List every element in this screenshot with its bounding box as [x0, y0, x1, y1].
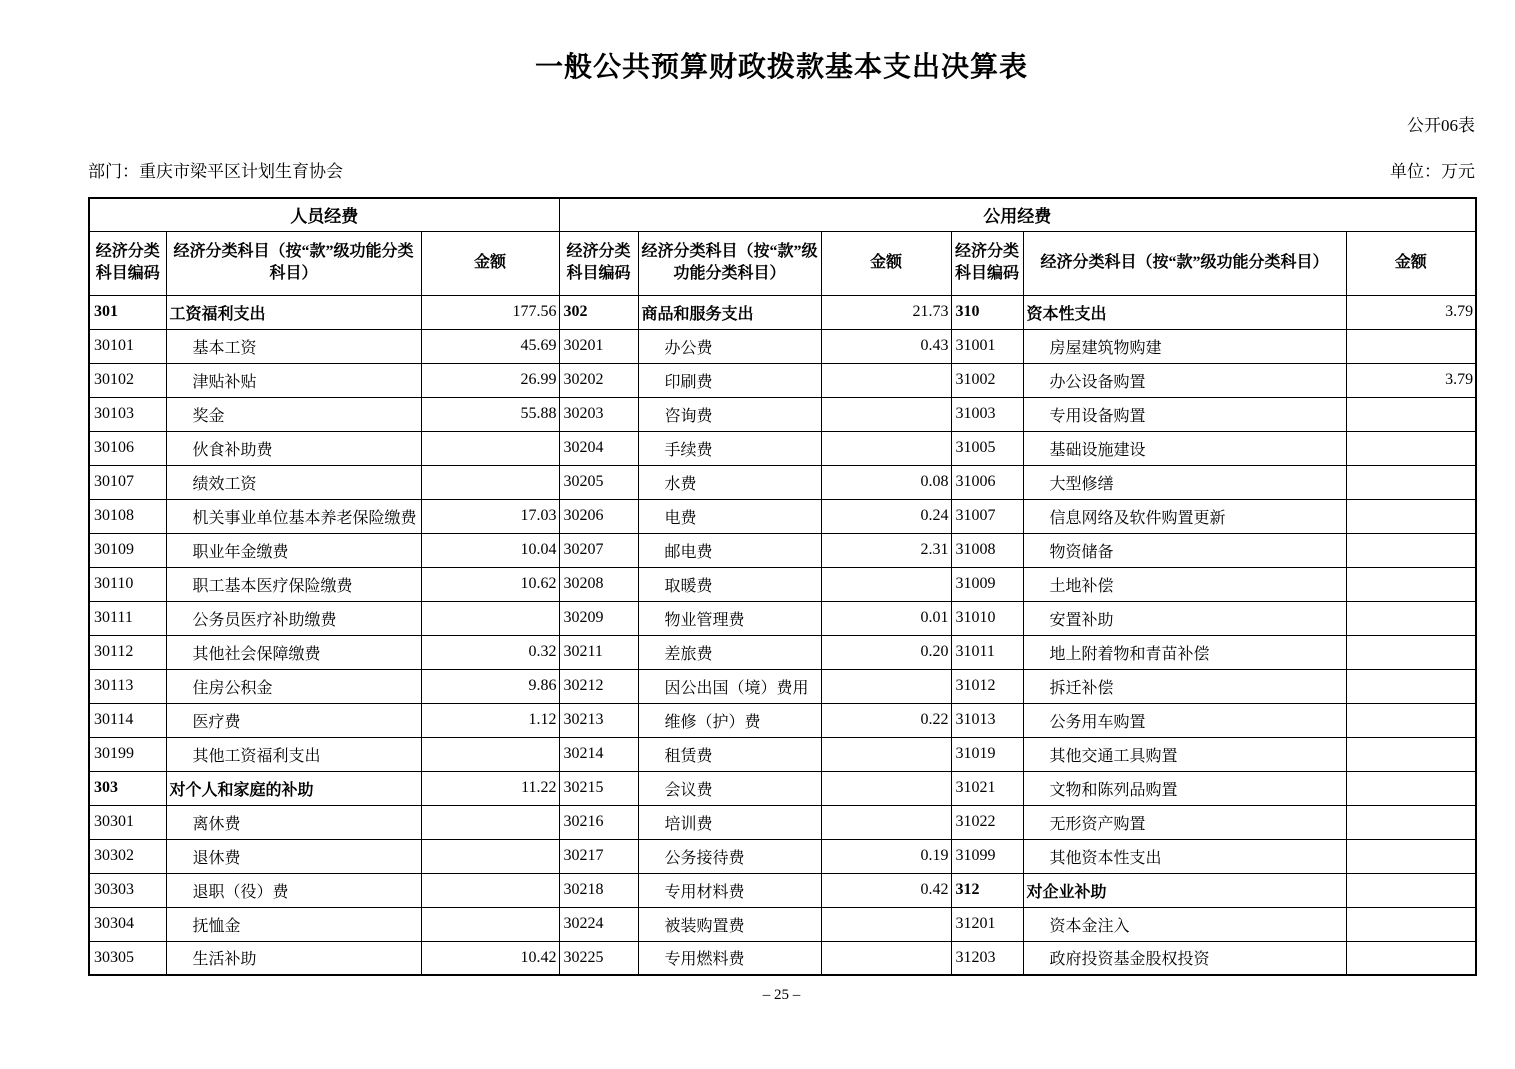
amount-cell — [1346, 533, 1476, 567]
amount-cell — [821, 941, 951, 975]
code-cell: 30101 — [89, 329, 166, 363]
code-cell: 30214 — [559, 737, 638, 771]
subject-cell: 政府投资基金股权投资 — [1023, 941, 1346, 975]
section-header-row — [89, 198, 1476, 231]
amount-cell — [421, 465, 559, 499]
subject-cell: 安置补助 — [1023, 601, 1346, 635]
code-cell: 30213 — [559, 703, 638, 737]
table-row — [89, 533, 1476, 567]
column-header-amount-1: 金额 — [421, 231, 559, 295]
table-row — [89, 567, 1476, 601]
code-cell: 31203 — [951, 941, 1023, 975]
code-cell: 30202 — [559, 363, 638, 397]
amount-cell — [1346, 635, 1476, 669]
code-cell: 30203 — [559, 397, 638, 431]
table-row — [89, 703, 1476, 737]
amount-cell — [821, 805, 951, 839]
amount-cell — [1346, 737, 1476, 771]
code-cell: 31006 — [951, 465, 1023, 499]
amount-cell: 0.32 — [421, 635, 559, 669]
subject-cell: 专用燃料费 — [638, 941, 821, 975]
amount-cell: 3.79 — [1346, 363, 1476, 397]
code-cell: 31012 — [951, 669, 1023, 703]
code-cell: 30224 — [559, 907, 638, 941]
amount-cell — [1346, 601, 1476, 635]
meta-row — [88, 160, 1475, 183]
subject-cell: 维修（护）费 — [638, 703, 821, 737]
amount-cell: 0.24 — [821, 499, 951, 533]
code-cell: 31008 — [951, 533, 1023, 567]
table-row — [89, 907, 1476, 941]
amount-cell — [1346, 397, 1476, 431]
amount-cell — [821, 431, 951, 465]
subject-cell: 房屋建筑物购建 — [1023, 329, 1346, 363]
subject-cell: 退休费 — [166, 839, 421, 873]
amount-cell — [821, 397, 951, 431]
subject-cell: 职工基本医疗保险缴费 — [166, 567, 421, 601]
code-cell: 30107 — [89, 465, 166, 499]
amount-cell: 17.03 — [421, 499, 559, 533]
subject-cell: 机关事业单位基本养老保险缴费 — [166, 499, 421, 533]
subject-cell: 抚恤金 — [166, 907, 421, 941]
amount-cell — [1346, 669, 1476, 703]
amount-cell: 9.86 — [421, 669, 559, 703]
table-row — [89, 873, 1476, 907]
amount-cell — [421, 601, 559, 635]
code-cell: 30108 — [89, 499, 166, 533]
code-cell: 30301 — [89, 805, 166, 839]
page-title: 一般公共预算财政拨款基本支出决算表 — [534, 52, 1028, 83]
amount-cell: 21.73 — [821, 295, 951, 329]
amount-cell: 11.22 — [421, 771, 559, 805]
amount-cell — [1346, 839, 1476, 873]
code-cell: 30109 — [89, 533, 166, 567]
department-label: 部门：重庆市梁平区计划生育协会 — [88, 162, 343, 181]
subject-cell: 地上附着物和青苗补偿 — [1023, 635, 1346, 669]
subject-cell: 其他社会保障缴费 — [166, 635, 421, 669]
table-row — [89, 363, 1476, 397]
column-header-code-3: 经济分类科目编码 — [951, 231, 1023, 295]
form-code-label: 公开06表 — [1407, 116, 1475, 135]
subject-cell: 取暖费 — [638, 567, 821, 601]
amount-cell — [1346, 703, 1476, 737]
subject-cell: 培训费 — [638, 805, 821, 839]
code-cell: 30199 — [89, 737, 166, 771]
table-row — [89, 805, 1476, 839]
code-cell: 30304 — [89, 907, 166, 941]
amount-cell: 10.04 — [421, 533, 559, 567]
subject-cell: 其他资本性支出 — [1023, 839, 1346, 873]
code-cell: 30205 — [559, 465, 638, 499]
subject-cell: 电费 — [638, 499, 821, 533]
amount-cell — [421, 431, 559, 465]
code-cell: 30102 — [89, 363, 166, 397]
subject-cell: 奖金 — [166, 397, 421, 431]
section-header-personnel: 人员经费 — [89, 198, 559, 231]
subject-cell: 基础设施建设 — [1023, 431, 1346, 465]
amount-cell: 177.56 — [421, 295, 559, 329]
code-cell: 312 — [951, 873, 1023, 907]
subject-cell: 工资福利支出 — [166, 295, 421, 329]
subject-cell: 咨询费 — [638, 397, 821, 431]
amount-cell — [1346, 805, 1476, 839]
amount-cell — [1346, 567, 1476, 601]
code-cell: 31022 — [951, 805, 1023, 839]
code-cell: 31201 — [951, 907, 1023, 941]
code-cell: 30218 — [559, 873, 638, 907]
subject-cell: 土地补偿 — [1023, 567, 1346, 601]
amount-cell: 0.08 — [821, 465, 951, 499]
code-cell: 30208 — [559, 567, 638, 601]
amount-cell — [1346, 771, 1476, 805]
subject-cell: 生活补助 — [166, 941, 421, 975]
subject-cell: 因公出国（境）费用 — [638, 669, 821, 703]
table-row — [89, 499, 1476, 533]
subject-cell: 其他工资福利支出 — [166, 737, 421, 771]
subject-cell: 公务用车购置 — [1023, 703, 1346, 737]
amount-cell — [821, 907, 951, 941]
amount-cell — [1346, 873, 1476, 907]
amount-cell: 0.42 — [821, 873, 951, 907]
amount-cell: 0.20 — [821, 635, 951, 669]
subject-cell: 专用材料费 — [638, 873, 821, 907]
amount-cell: 0.43 — [821, 329, 951, 363]
column-header-row — [89, 231, 1476, 295]
code-cell: 30207 — [559, 533, 638, 567]
table-row — [89, 771, 1476, 805]
subject-cell: 离休费 — [166, 805, 421, 839]
code-cell: 303 — [89, 771, 166, 805]
amount-cell — [821, 567, 951, 601]
amount-cell — [821, 771, 951, 805]
amount-cell: 45.69 — [421, 329, 559, 363]
subject-cell: 公务接待费 — [638, 839, 821, 873]
amount-cell: 3.79 — [1346, 295, 1476, 329]
budget-table — [88, 197, 1477, 976]
amount-cell — [1346, 465, 1476, 499]
amount-cell — [421, 839, 559, 873]
amount-cell: 1.12 — [421, 703, 559, 737]
budget-table-body — [89, 295, 1476, 975]
column-header-amount-3: 金额 — [1346, 231, 1476, 295]
subject-cell: 无形资产购置 — [1023, 805, 1346, 839]
subject-cell: 对个人和家庭的补助 — [166, 771, 421, 805]
code-cell: 30212 — [559, 669, 638, 703]
subject-cell: 资本性支出 — [1023, 295, 1346, 329]
code-cell: 310 — [951, 295, 1023, 329]
subject-cell: 租赁费 — [638, 737, 821, 771]
code-cell: 31021 — [951, 771, 1023, 805]
subject-cell: 公务员医疗补助缴费 — [166, 601, 421, 635]
subject-cell: 医疗费 — [166, 703, 421, 737]
code-cell: 30110 — [89, 567, 166, 601]
code-cell: 31013 — [951, 703, 1023, 737]
amount-cell — [1346, 907, 1476, 941]
amount-cell — [1346, 499, 1476, 533]
code-cell: 30217 — [559, 839, 638, 873]
code-cell: 30103 — [89, 397, 166, 431]
amount-cell — [421, 737, 559, 771]
code-cell: 31007 — [951, 499, 1023, 533]
code-cell: 31099 — [951, 839, 1023, 873]
code-cell: 31009 — [951, 567, 1023, 601]
subject-cell: 专用设备购置 — [1023, 397, 1346, 431]
subject-cell: 印刷费 — [638, 363, 821, 397]
code-cell: 30303 — [89, 873, 166, 907]
subject-cell: 资本金注入 — [1023, 907, 1346, 941]
subject-cell: 基本工资 — [166, 329, 421, 363]
table-row — [89, 465, 1476, 499]
table-row — [89, 941, 1476, 975]
column-header-code-2: 经济分类科目编码 — [559, 231, 638, 295]
column-header-subject-2: 经济分类科目（按“款”级功能分类科目） — [638, 231, 821, 295]
subject-cell: 信息网络及软件购置更新 — [1023, 499, 1346, 533]
table-row — [89, 635, 1476, 669]
code-cell: 30111 — [89, 601, 166, 635]
code-cell: 30215 — [559, 771, 638, 805]
subject-cell: 邮电费 — [638, 533, 821, 567]
subject-cell: 其他交通工具购置 — [1023, 737, 1346, 771]
code-cell: 30209 — [559, 601, 638, 635]
page-number: – 25 – — [762, 987, 801, 1003]
code-cell: 31003 — [951, 397, 1023, 431]
amount-cell: 55.88 — [421, 397, 559, 431]
subject-cell: 绩效工资 — [166, 465, 421, 499]
code-cell: 30112 — [89, 635, 166, 669]
code-cell: 31005 — [951, 431, 1023, 465]
subject-cell: 办公设备购置 — [1023, 363, 1346, 397]
amount-cell — [821, 737, 951, 771]
table-row — [89, 295, 1476, 329]
code-cell: 30305 — [89, 941, 166, 975]
code-cell: 31011 — [951, 635, 1023, 669]
amount-cell — [421, 907, 559, 941]
code-cell: 30201 — [559, 329, 638, 363]
unit-label: 单位：万元 — [1390, 162, 1475, 181]
code-cell: 30302 — [89, 839, 166, 873]
amount-cell — [821, 363, 951, 397]
subject-cell: 水费 — [638, 465, 821, 499]
code-cell: 30211 — [559, 635, 638, 669]
amount-cell — [1346, 941, 1476, 975]
amount-cell — [1346, 329, 1476, 363]
amount-cell: 26.99 — [421, 363, 559, 397]
subject-cell: 大型修缮 — [1023, 465, 1346, 499]
code-cell: 31001 — [951, 329, 1023, 363]
column-header-subject-3: 经济分类科目（按“款”级功能分类科目） — [1023, 231, 1346, 295]
code-cell: 31010 — [951, 601, 1023, 635]
section-header-public: 公用经费 — [559, 198, 1476, 231]
code-cell: 302 — [559, 295, 638, 329]
code-cell: 30113 — [89, 669, 166, 703]
subject-cell: 拆迁补偿 — [1023, 669, 1346, 703]
amount-cell — [1346, 431, 1476, 465]
amount-cell — [821, 669, 951, 703]
subject-cell: 物资储备 — [1023, 533, 1346, 567]
amount-cell: 0.19 — [821, 839, 951, 873]
document-page — [88, 0, 1475, 1004]
amount-cell: 10.62 — [421, 567, 559, 601]
table-row — [89, 839, 1476, 873]
subject-cell: 被装购置费 — [638, 907, 821, 941]
table-row — [89, 601, 1476, 635]
column-header-subject-1: 经济分类科目（按“款”级功能分类科目） — [166, 231, 421, 295]
amount-cell: 2.31 — [821, 533, 951, 567]
subject-cell: 物业管理费 — [638, 601, 821, 635]
code-cell: 30106 — [89, 431, 166, 465]
column-header-code-1: 经济分类科目编码 — [89, 231, 166, 295]
subject-cell: 伙食补助费 — [166, 431, 421, 465]
code-cell: 301 — [89, 295, 166, 329]
code-cell: 31002 — [951, 363, 1023, 397]
table-row — [89, 431, 1476, 465]
code-cell: 30216 — [559, 805, 638, 839]
subject-cell: 差旅费 — [638, 635, 821, 669]
code-cell: 31019 — [951, 737, 1023, 771]
code-cell: 30225 — [559, 941, 638, 975]
subject-cell: 会议费 — [638, 771, 821, 805]
subject-cell: 文物和陈列品购置 — [1023, 771, 1346, 805]
amount-cell: 10.42 — [421, 941, 559, 975]
subject-cell: 津贴补贴 — [166, 363, 421, 397]
amount-cell: 0.01 — [821, 601, 951, 635]
subject-cell: 办公费 — [638, 329, 821, 363]
amount-cell — [421, 873, 559, 907]
table-row — [89, 669, 1476, 703]
code-cell: 30206 — [559, 499, 638, 533]
table-row — [89, 397, 1476, 431]
table-row — [89, 329, 1476, 363]
subject-cell: 退职（役）费 — [166, 873, 421, 907]
amount-cell — [421, 805, 559, 839]
table-row — [89, 737, 1476, 771]
subject-cell: 对企业补助 — [1023, 873, 1346, 907]
subject-cell: 手续费 — [638, 431, 821, 465]
subject-cell: 住房公积金 — [166, 669, 421, 703]
amount-cell: 0.22 — [821, 703, 951, 737]
subject-cell: 商品和服务支出 — [638, 295, 821, 329]
column-header-amount-2: 金额 — [821, 231, 951, 295]
code-cell: 30114 — [89, 703, 166, 737]
code-cell: 30204 — [559, 431, 638, 465]
subject-cell: 职业年金缴费 — [166, 533, 421, 567]
